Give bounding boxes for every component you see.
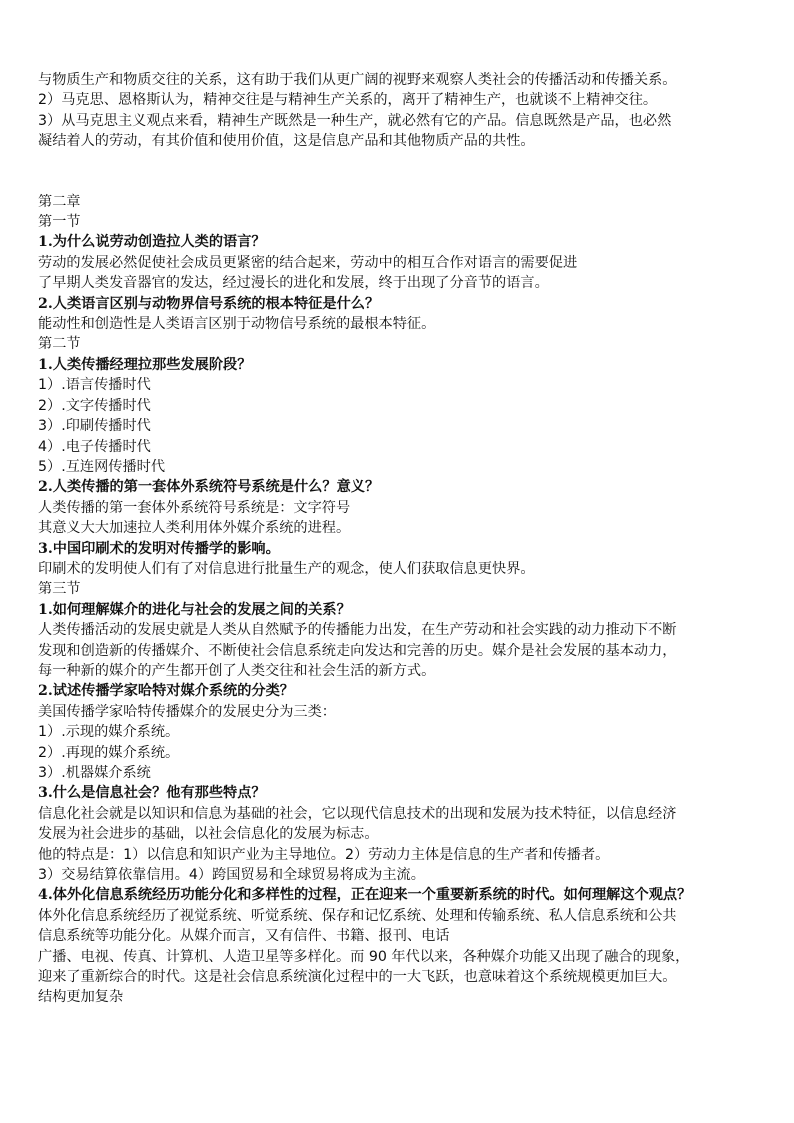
- list-item: 5）.互连网传播时代: [38, 458, 166, 475]
- list-item: 2）.文字传播时代: [38, 397, 151, 414]
- intro-line: 与物质生产和物质交往的关系，这有助于我们从更广阔的视野来观察人类社会的传播活动和传播关系。: [38, 72, 677, 88]
- answer-line: 发现和创造新的传播媒介、不断使社会信息系统走向发达和完善的历史。媒介是社会发展的基本动力，: [38, 642, 677, 659]
- intro-line: 3）从马克思主义观点来看，精神生产既然是一种生产，就必然有它的产品。信息既然是产品，也必然: [38, 112, 672, 129]
- question-heading: 2.试述传播学家哈特对媒介系统的分类？: [38, 683, 294, 700]
- section-heading: 第三节: [38, 581, 81, 598]
- answer-line: 美国传播学家哈特传播媒介的发展史分为三类：: [38, 703, 336, 720]
- answer-line: 他的特点是：1）以信息和知识产业为主导地位。2）劳动力主体是信息的生产者和传播者。: [38, 846, 610, 863]
- answer-line: 结构更加复杂: [38, 989, 124, 1006]
- list-item: 1）.示现的媒介系统。: [38, 724, 180, 741]
- document-page: [38, 70, 760, 1008]
- list-item: 4）.电子传播时代: [38, 438, 151, 455]
- section-heading: 第一节: [38, 214, 81, 231]
- chapter-heading: 第二章: [38, 193, 81, 210]
- answer-line: 信息系统等功能分化。从媒介而言，又有信件、书籍、报刊、电话: [38, 928, 450, 945]
- answer-line: 其意义大大加速拉人类利用体外媒介系统的进程。: [38, 520, 351, 537]
- answer-line: 每一种新的媒介的产生都开创了人类交往和社会生活的新方式。: [38, 662, 436, 679]
- list-item: 2）.再现的媒介系统。: [38, 744, 180, 761]
- list-item: 3）.印刷传播时代: [38, 418, 151, 435]
- answer-line: 信息化社会就是以知识和信息为基础的社会，它以现代信息技术的出现和发展为技术特征，以信息经济: [38, 805, 677, 822]
- answer-line: 发展为社会进步的基础，以社会信息化的发展为标志。: [38, 826, 379, 843]
- answer-line: 能动性和创造性是人类语言区别于动物信号系统的最根本特征。: [38, 316, 436, 333]
- question-heading: 4.体外化信息系统经历功能分化和多样性的过程，正在迎来一个重要新系统的时代。如何理解这个观点？: [38, 887, 692, 904]
- list-item: 1）.语言传播时代: [38, 377, 151, 394]
- answer-line: 人类传播活动的发展史就是人类从自然赋予的传播能力出发，在生产劳动和社会实践的动力推动下不断: [38, 622, 677, 639]
- answer-line: 了早期人类发音器官的发达，经过漫长的进化和发展，终于出现了分音节的语言。: [38, 275, 549, 292]
- answer-line: 迎来了重新综合的时代。这是社会信息系统演化过程中的一大飞跃，也意味着这个系统规模更加巨大。: [38, 969, 677, 986]
- intro-line: 2）马克思、恩格斯认为，精神交往是与精神生产关系的，离开了精神生产，也就谈不上精神交往。: [38, 92, 658, 109]
- answer-line: 劳动的发展必然促使社会成员更紧密的结合起来，劳动中的相互合作对语言的需要促进: [38, 254, 578, 271]
- question-heading: 2.人类传播的第一套体外系统符号系统是什么？意义？: [38, 479, 380, 496]
- question-heading: 1.如何理解媒介的进化与社会的发展之间的关系？: [38, 601, 351, 618]
- question-heading: 1.为什么说劳动创造拉人类的语言？: [38, 234, 266, 251]
- answer-line: 体外化信息系统经历了视觉系统、听觉系统、保存和记忆系统、处理和传输系统、私人信息系统和公共: [38, 907, 677, 924]
- answer-line: 人类传播的第一套体外系统符号系统是：文字符号: [38, 499, 351, 516]
- section-heading: 第二节: [38, 336, 81, 353]
- question-heading: 1.人类传播经理拉那些发展阶段？: [38, 356, 252, 373]
- intro-line: 凝结着人的劳动，有其价值和使用价值，这是信息产品和其他物质产品的共性。: [38, 133, 535, 150]
- question-heading: 2.人类语言区别与动物界信号系统的根本特征是什么？: [38, 295, 380, 312]
- answer-line: 3）交易结算依靠信用。4）跨国贸易和全球贸易将成为主流。: [38, 867, 425, 884]
- answer-line: 广播、电视、传真、计算机、人造卫星等多样化。而 90 年代以来，各种媒介功能又出现了融合的现象，: [38, 948, 690, 965]
- question-heading: 3.中国印刷术的发明对传播学的影响。: [38, 540, 280, 557]
- question-heading: 3.什么是信息社会？他有那些特点？: [38, 785, 266, 802]
- list-item: 3）.机器媒介系统: [38, 765, 151, 781]
- answer-line: 印刷术的发明使人们有了对信息进行批量生产的观念，使人们获取信息更快界。: [38, 560, 535, 577]
